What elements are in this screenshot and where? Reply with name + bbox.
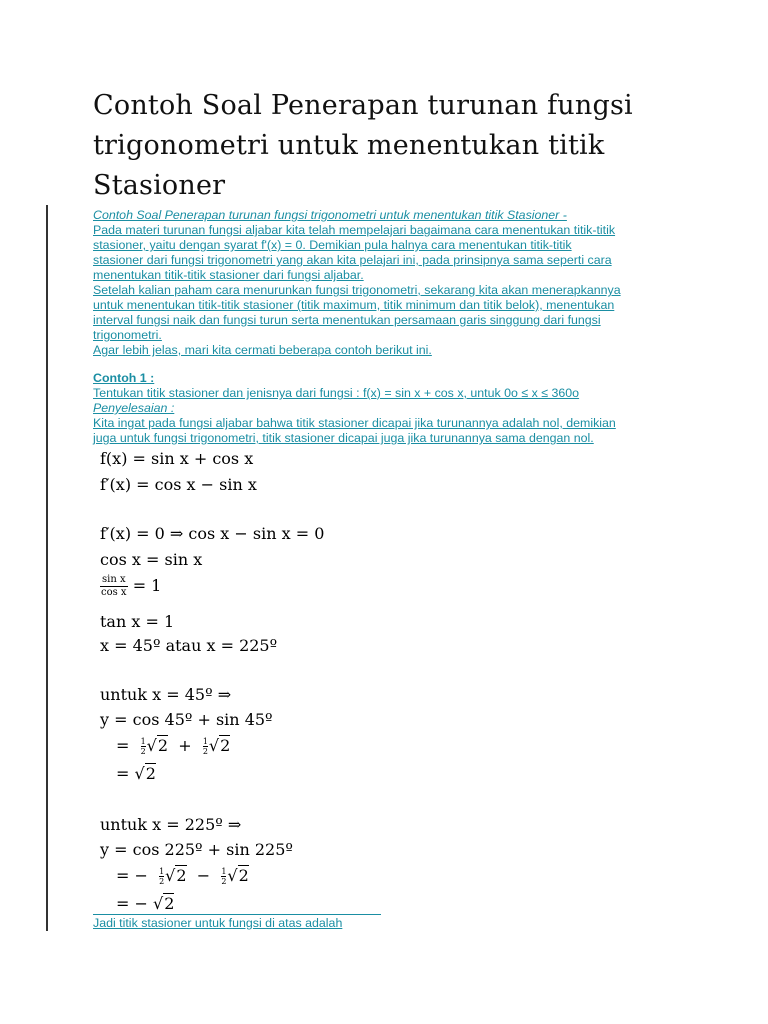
case2-y: y = cos 225º + sin 225º: [100, 840, 293, 859]
half-fraction: $\frac{1}{2}$: [202, 737, 208, 756]
math-line-fx: f(x) = sin x + cos x: [100, 449, 254, 468]
intro-text-line[interactable]: stasioner, yaitu dengan syarat f'(x) = 0. Demikian pula halnya cara menentukan titik-titik: [93, 238, 572, 252]
case2-result: = − √2: [116, 894, 175, 913]
half-fraction: $\frac{1}{2}$: [221, 867, 227, 886]
intro-text-line[interactable]: Agar lebih jelas, mari kita cermati beberapa contoh berikut ini.: [93, 343, 432, 357]
sin-over-cos-fraction: $\frac{\text{sin x}}{\text{cos x}}$: [101, 574, 127, 598]
case1-step: = $\frac{1}{2}$ √2 + $\frac{1}{2}$ √2: [116, 736, 231, 756]
half-fraction: $\frac{1}{2}$: [159, 867, 165, 886]
intro-text-line[interactable]: Pada materi turunan fungsi aljabar kita telah mempelajari bagaimana cara menentukan titik-titik: [93, 223, 616, 237]
solution-text-line[interactable]: juga untuk fungsi trigonometri, titik stasioner dicapai juga jika turunannya sama dengan nol.: [93, 431, 594, 445]
example-label[interactable]: Contoh 1 :: [93, 371, 155, 385]
intro-text-line[interactable]: trigonometri.: [93, 328, 162, 342]
intro-text-line[interactable]: menentukan titik-titik stasioner dari fungsi aljabar.: [93, 268, 364, 282]
conclusion-link[interactable]: Jadi titik stasioner untuk fungsi di atas adalah: [93, 916, 343, 930]
math-line-solutions: x = 45º atau x = 225º: [100, 636, 278, 655]
half-fraction: $\frac{1}{2}$: [140, 737, 146, 756]
example-question[interactable]: Tentukan titik stasioner dan jenisnya dari fungsi : f(x) = sin x + cos x, untuk 0o ≤ x ≤ 360o: [93, 386, 580, 400]
left-margin-bar: [46, 205, 48, 931]
math-line-fprime: f′(x) = cos x − sin x: [100, 475, 257, 494]
case1-result: = √2: [116, 764, 156, 783]
case2-heading: untuk x = 225º ⇒: [100, 815, 242, 834]
intro-text-line[interactable]: stasioner dari fungsi trigonometri yang akan kita pelajari ini, pada prinsipnya sama seperti cara: [93, 253, 612, 267]
math-line-cos-sin: cos x = sin x: [100, 550, 203, 569]
case2-step: = − $\frac{1}{2}$ √2 − $\frac{1}{2}$ √2: [116, 866, 249, 886]
rule-line: [93, 914, 381, 915]
case1-y: y = cos 45º + sin 45º: [100, 710, 273, 729]
page-title: Contoh Soal Penerapan turunan fungsi trigonometri untuk menentukan titik Stasioner: [93, 90, 633, 201]
intro-text-line[interactable]: untuk menentukan titik-titik stasioner (titik maximum, titik minimum dan titik belok), menentukan: [93, 298, 615, 312]
solution-text-line[interactable]: Kita ingat pada fungsi aljabar bahwa titik stasioner dicapai jika turunannya adalah nol, demikian: [93, 416, 616, 430]
intro-heading-link[interactable]: Contoh Soal Penerapan turunan fungsi trigonometri untuk menentukan titik Stasioner -: [93, 208, 567, 222]
intro-text-line[interactable]: Setelah kalian paham cara menurunkan fungsi trigonometri, sekarang kita akan menerapkannya: [93, 283, 621, 297]
intro-text-line[interactable]: interval fungsi naik dan fungsi turun serta menentukan persamaan garis singgung dari fungsi: [93, 313, 601, 327]
case1-heading: untuk x = 45º ⇒: [100, 685, 232, 704]
solution-label[interactable]: Penyelesaian :: [93, 401, 175, 415]
math-line-tan: tan x = 1: [100, 612, 175, 631]
math-line-ratio: $\frac{\text{sin x}}{\text{cos x}}$ = 1: [101, 574, 162, 598]
math-line-zero: f′(x) = 0 ⇒ cos x − sin x = 0: [100, 524, 325, 543]
